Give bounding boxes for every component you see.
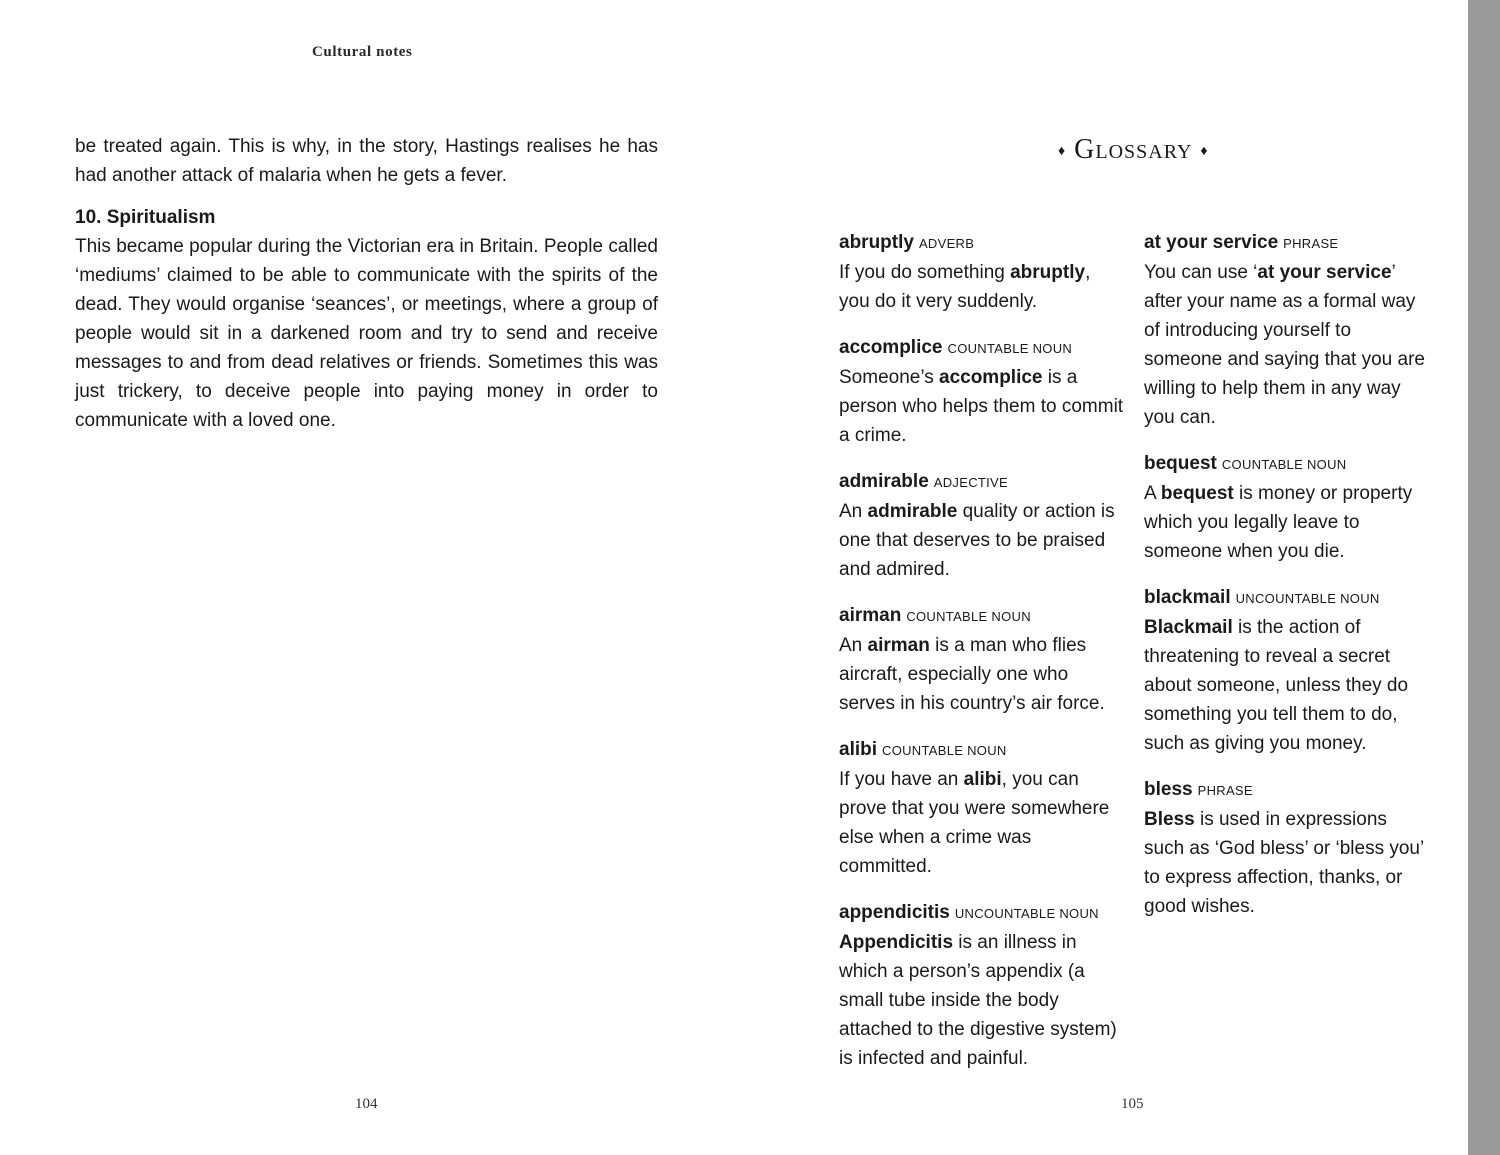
definition-term: airman bbox=[867, 635, 930, 656]
headword: at your service bbox=[1144, 232, 1279, 253]
definition-term: accomplice bbox=[939, 367, 1043, 388]
definition bbox=[839, 258, 1124, 316]
glossary-entry bbox=[1144, 228, 1429, 432]
definition-term: Bless bbox=[1144, 809, 1195, 830]
glossary-title bbox=[1050, 134, 1216, 166]
definition bbox=[839, 928, 1124, 1073]
glossary-title-text: Glossary bbox=[1074, 134, 1193, 165]
definition-text: is money or property which you legally leave to someone when you die. bbox=[1144, 483, 1413, 562]
definition-text: quality or action is one that deserves to be praised and admired. bbox=[839, 501, 1115, 580]
glossary-entry bbox=[1144, 449, 1429, 566]
definition-term: admirable bbox=[867, 501, 958, 522]
definition-text: , you can prove that you were somewhere else when a crime was committed. bbox=[839, 769, 1110, 877]
definition-term: bequest bbox=[1160, 483, 1234, 504]
definition-text: If you have an bbox=[839, 769, 964, 790]
definition-text: An bbox=[839, 501, 868, 522]
part-of-speech: UNCOUNTABLE NOUN bbox=[1235, 591, 1380, 606]
definition-text: is the action of threatening to reveal a secret about someone, unless they do something you tell them to do, such as giving you money. bbox=[1144, 617, 1409, 754]
page-number-left: 104 bbox=[355, 1096, 378, 1112]
part-of-speech: ADVERB bbox=[918, 236, 975, 251]
definition-text: A bbox=[1144, 483, 1161, 504]
part-of-speech: PHRASE bbox=[1283, 236, 1339, 251]
part-of-speech: ADJECTIVE bbox=[933, 475, 1008, 490]
definition bbox=[1144, 258, 1429, 432]
headword: admirable bbox=[839, 471, 929, 492]
definition-text: An bbox=[839, 635, 868, 656]
part-of-speech: COUNTABLE NOUN bbox=[882, 743, 1007, 758]
glossary-entry bbox=[839, 333, 1124, 450]
glossary-column-left bbox=[839, 228, 1124, 1090]
scroll-gutter-bar bbox=[1468, 0, 1500, 1155]
headword: alibi bbox=[839, 739, 878, 760]
definition bbox=[839, 765, 1124, 881]
definition-term: at your service bbox=[1257, 262, 1392, 283]
diamond-ornament-icon: ♦ bbox=[1200, 144, 1209, 160]
definition bbox=[1144, 479, 1429, 566]
headword: accomplice bbox=[839, 337, 943, 358]
glossary-entry bbox=[839, 735, 1124, 881]
definition-text: You can use ‘ bbox=[1144, 262, 1258, 283]
definition bbox=[839, 631, 1124, 718]
paragraph: be treated again. This is why, in the story, Hastings realises he has had another attack of malaria when he gets a fever. bbox=[75, 136, 658, 186]
definition-text: is an illness in which a person’s appendix (a small tube inside the body attached to the digestive system) is infected and painful. bbox=[839, 932, 1117, 1069]
headword: bequest bbox=[1144, 453, 1217, 474]
part-of-speech: COUNTABLE NOUN bbox=[906, 609, 1031, 624]
headword: airman bbox=[839, 605, 902, 626]
glossary-entry bbox=[1144, 583, 1429, 758]
definition-text: is used in expressions such as ‘God bless’ or ‘bless you’ to express affection, thanks, or good wishes. bbox=[1144, 809, 1424, 917]
left-page-body bbox=[75, 132, 658, 435]
headword: appendicitis bbox=[839, 902, 950, 923]
definition-text: is a man who flies aircraft, especially one who serves in his country’s air force. bbox=[839, 635, 1105, 714]
paragraph: This became popular during the Victorian era in Britain. People called ‘mediums’ claimed to be able to communicate with the spirits of the dead. They would organise ‘seances’, or meetings, where a group of people would sit in a darkened room and try to send and receive messages to and from dead relatives or friends. Sometimes this was just trickery, to deceive people into paying money in order to communicate with a loved one. bbox=[75, 236, 658, 431]
definition-term: abruptly bbox=[1010, 262, 1086, 283]
part-of-speech: COUNTABLE NOUN bbox=[947, 341, 1073, 356]
definition bbox=[1144, 613, 1429, 758]
definition bbox=[839, 497, 1124, 584]
definition-text: , you do it very suddenly. bbox=[839, 262, 1091, 312]
headword: bless bbox=[1144, 779, 1193, 800]
definition-text: Someone’s bbox=[839, 367, 939, 388]
glossary-entry bbox=[839, 601, 1124, 718]
definition-term: Blackmail bbox=[1144, 617, 1233, 638]
definition-text: If you do something bbox=[839, 262, 1011, 283]
glossary-entry bbox=[839, 467, 1124, 584]
glossary-entry bbox=[839, 228, 1124, 316]
section-heading: 10. Spiritualism bbox=[75, 207, 216, 228]
part-of-speech: UNCOUNTABLE NOUN bbox=[954, 906, 1099, 921]
headword: blackmail bbox=[1144, 587, 1231, 608]
definition bbox=[839, 363, 1124, 450]
headword: abruptly bbox=[839, 232, 914, 253]
glossary-column-right bbox=[1144, 228, 1429, 938]
glossary-entry bbox=[1144, 775, 1429, 921]
glossary-entry bbox=[839, 898, 1124, 1073]
part-of-speech: COUNTABLE NOUN bbox=[1221, 457, 1347, 472]
part-of-speech: PHRASE bbox=[1197, 783, 1253, 798]
definition-text: ’ after your name as a formal way of introducing yourself to someone and saying that you are willing to help them in any way you can. bbox=[1144, 262, 1425, 428]
definition-term: Appendicitis bbox=[839, 932, 954, 953]
definition-text: is a person who helps them to commit a crime. bbox=[839, 367, 1124, 446]
page-number-right: 105 bbox=[1121, 1096, 1144, 1112]
definition bbox=[1144, 805, 1429, 921]
diamond-ornament-icon: ♦ bbox=[1058, 144, 1067, 160]
definition-term: alibi bbox=[963, 769, 1002, 790]
running-head: Cultural notes bbox=[312, 44, 413, 60]
